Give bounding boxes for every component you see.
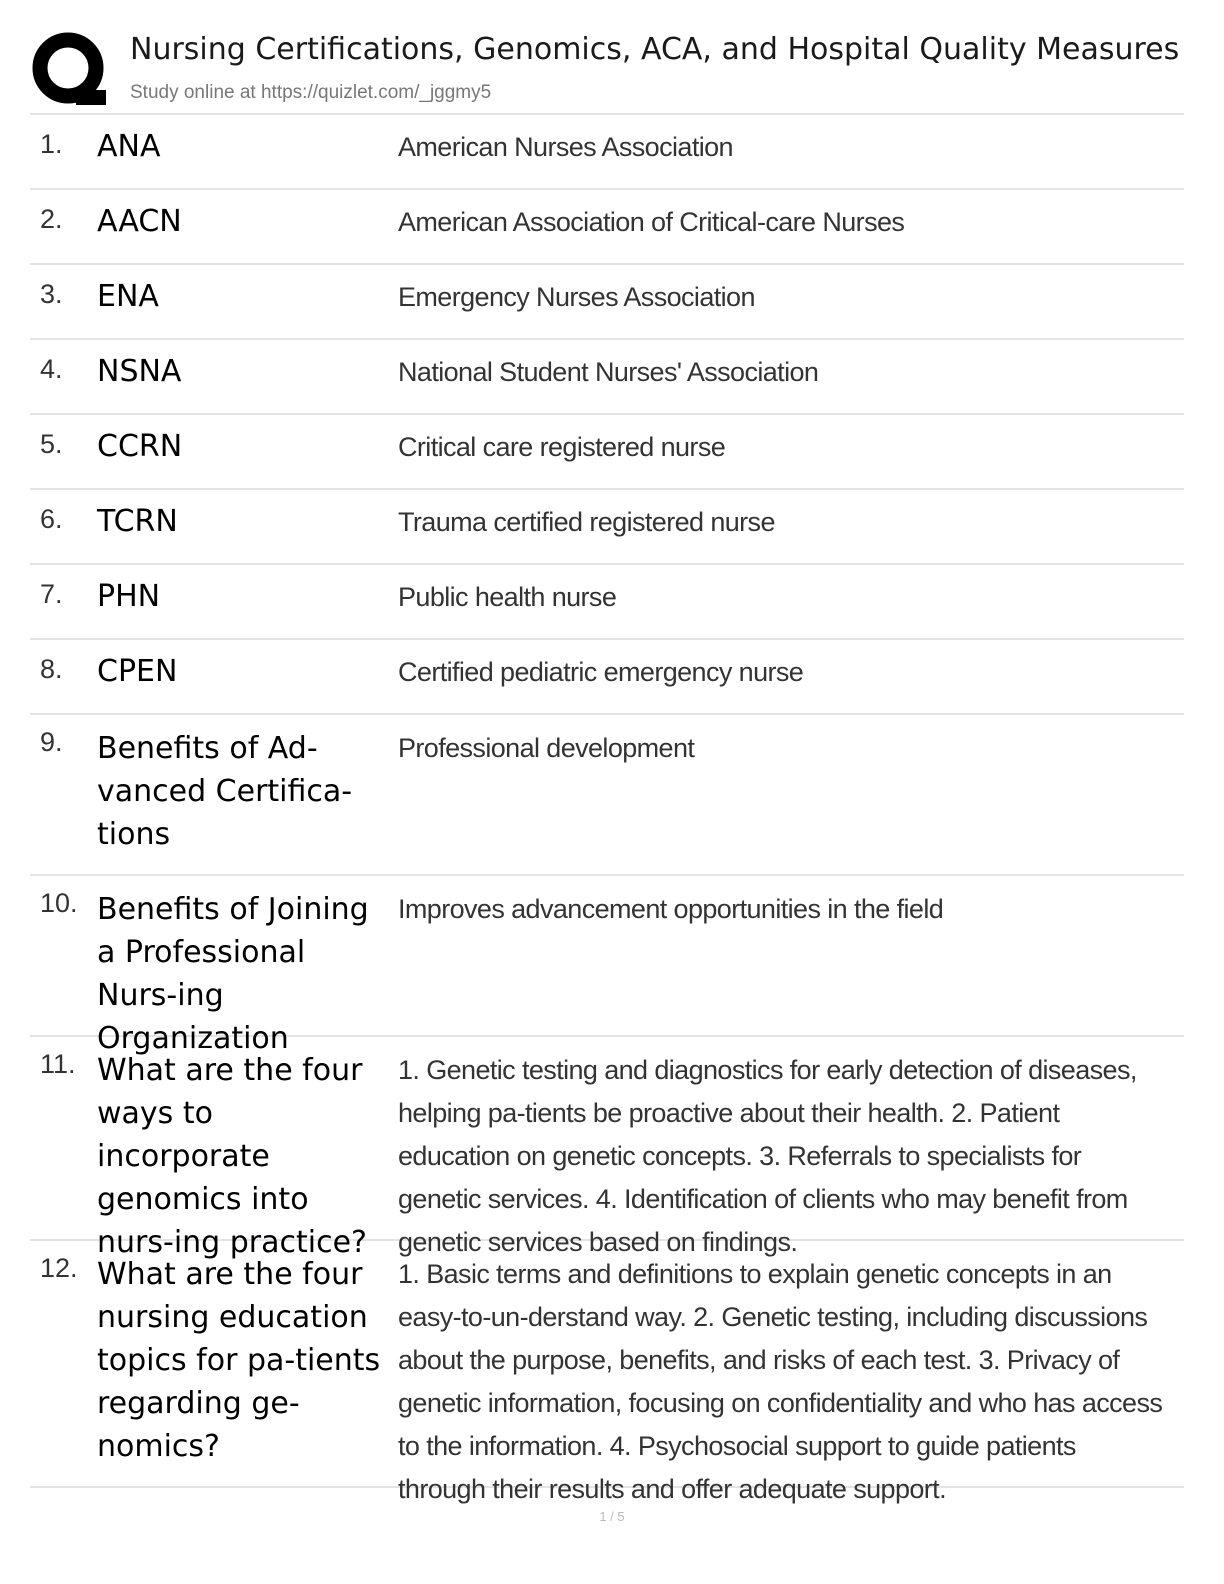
card-term: Benefits of Ad-vanced Certifica-tions: [97, 731, 353, 852]
card-number: 6.: [40, 504, 63, 534]
card-definition: American Association of Critical-care Nurses: [398, 207, 905, 237]
card-definition: Professional development: [398, 733, 695, 763]
card-term: What are the four ways to incorporate genomics into nurs-ing practice?: [97, 1053, 367, 1260]
card-definition: 1. Basic terms and definitions to explain genetic concepts in an easy-to-un-derstand way. 2. Genetic testing, including discussions about the purpose, benefits, and risks of each test. 3. Privacy of genetic information, focusing on confidentiality and who has access to the information. 4. Psychosocial support to guide patients through their results and offer adequate support.: [398, 1259, 1163, 1504]
flashcard-row: [30, 490, 1184, 565]
card-term: ENA: [97, 279, 159, 314]
card-definition: American Nurses Association: [398, 132, 733, 162]
flashcard-row: [30, 340, 1184, 415]
card-number: 5.: [40, 429, 63, 459]
study-online-link[interactable]: Study online at https://quizlet.com/_jggmy5: [130, 82, 492, 103]
flashcard-row: [30, 415, 1184, 490]
flashcard-row: [30, 115, 1184, 190]
card-term: What are the four nursing education topics for pa-tients regarding ge-nomics?: [97, 1257, 381, 1464]
flashcard-row: [30, 640, 1184, 715]
flashcard-row: [30, 190, 1184, 265]
flashcard-row: [30, 715, 1184, 876]
card-number: 12.: [40, 1253, 78, 1283]
page-title: Nursing Certifications, Genomics, ACA, and Hospital Quality Measures: [130, 32, 1180, 67]
flashcard-list: [30, 113, 1184, 1504]
card-definition: Public health nurse: [398, 582, 617, 612]
card-term: AACN: [97, 204, 182, 239]
card-term: CPEN: [97, 654, 178, 689]
card-number: 10.: [40, 888, 78, 918]
flashcard-row: [30, 565, 1184, 640]
card-number: 3.: [40, 279, 63, 309]
quizlet-logo: [30, 30, 110, 110]
card-term: CCRN: [97, 429, 183, 464]
card-definition: National Student Nurses' Association: [398, 357, 819, 387]
card-definition: 1. Genetic testing and diagnostics for early detection of diseases, helping pa-tients be proactive about their health. 2. Patient education on genetic concepts. 3. Referrals to specialists for genetic services. 4. Identification of clients who may benefit from genetic services based on findings.: [398, 1055, 1137, 1257]
page-number: 1 / 5: [599, 1509, 625, 1524]
card-number: 2.: [40, 204, 63, 234]
card-term: ANA: [97, 129, 161, 164]
flashcard-row: [30, 1241, 1184, 1504]
card-definition: Critical care registered nurse: [398, 432, 726, 462]
card-number: 1.: [40, 129, 63, 159]
card-term: NSNA: [97, 354, 182, 389]
card-definition: Certified pediatric emergency nurse: [398, 657, 804, 687]
card-number: 11.: [40, 1049, 76, 1079]
card-term: Benefits of Joining a Professional Nurs-ing Organization: [97, 892, 369, 1056]
card-definition: Trauma certified registered nurse: [398, 507, 775, 537]
page-header: [30, 30, 1190, 112]
flashcard-row: [30, 876, 1184, 1056]
card-term: PHN: [97, 579, 161, 614]
card-number: 8.: [40, 654, 63, 684]
flashcard-row: [30, 1037, 1184, 1260]
card-number: 9.: [40, 727, 63, 757]
card-term: TCRN: [97, 504, 178, 539]
card-number: 4.: [40, 354, 63, 384]
card-number: 7.: [40, 579, 63, 609]
flashcard-row: [30, 265, 1184, 340]
card-definition: Improves advancement opportunities in the field: [398, 894, 944, 924]
card-definition: Emergency Nurses Association: [398, 282, 755, 312]
